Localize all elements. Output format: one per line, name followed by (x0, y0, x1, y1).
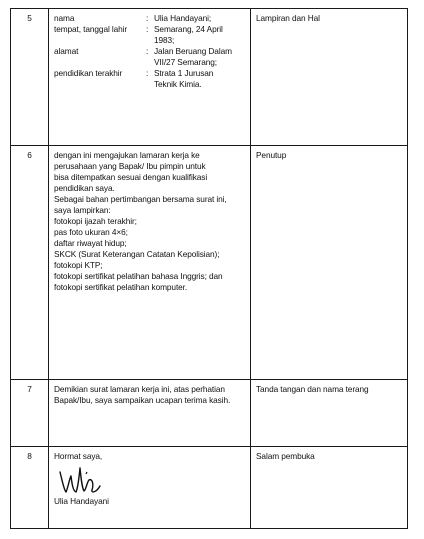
row-number: 6 (11, 146, 49, 380)
biodata-value-name: Ulia Handayani; (154, 13, 212, 23)
biodata-value-education: Strata 1 Jurusan Teknik Kimia. (154, 68, 214, 89)
closing-text-cell (49, 380, 251, 447)
section-note: Lampiran dan Hal (251, 9, 408, 146)
letter-structure-table (10, 8, 408, 529)
attachment-item: fotokopi sertifikat pelatihan komputer. (54, 282, 188, 292)
section-note: Penutup (251, 146, 408, 380)
biodata-label-birth: tempat, tanggal lahir (54, 24, 128, 34)
closing-greeting: Hormat saya, (54, 451, 103, 461)
row-number: 8 (11, 447, 49, 529)
body-text-cell (49, 146, 251, 380)
body-line: Demikian surat lamaran kerja ini, atas perhatian (54, 384, 225, 394)
row-number: 7 (11, 380, 49, 447)
section-note: Tanda tangan dan nama terang (251, 380, 408, 447)
attachment-item: pas foto ukuran 4×6; (54, 227, 128, 237)
biodata-value-address: Jalan Beruang Dalam VII/27 Semarang; (154, 46, 232, 67)
biodata-label-address: alamat (54, 46, 79, 56)
biodata-label-name: nama (54, 13, 75, 23)
biodata-label-education: pendidikan terakhir (54, 68, 123, 78)
table-row (11, 447, 408, 529)
attachment-item: fotokopi KTP; (54, 260, 103, 270)
body-line: pendidikan saya. (54, 183, 115, 193)
row-number: 5 (11, 9, 49, 146)
body-line: perusahaan yang Bapak/ Ibu pimpin untuk (54, 161, 206, 171)
attachment-item: fotokopi sertifikat pelatihan bahasa Inggris; dan (54, 271, 223, 281)
biodata-separator: : (146, 13, 149, 23)
handwritten-signature (56, 460, 106, 498)
body-line: bisa ditempatkan sesuai dengan kualifikasi (54, 172, 208, 182)
biodata-list (54, 13, 245, 90)
body-line: Bapak/Ibu, saya sampaikan ucapan terima kasih. (54, 395, 231, 405)
biodata-separator: : (146, 46, 149, 56)
biodata-separator: : (146, 68, 149, 78)
attachment-item: daftar riwayat hidup; (54, 238, 127, 248)
attachment-item: fotokopi ijazah terakhir; (54, 216, 137, 226)
section-note: Salam pembuka (251, 447, 408, 529)
signature-cell (49, 447, 251, 529)
biodata-value-birth: Semarang, 24 April 1983; (154, 24, 223, 45)
table-row (11, 146, 408, 380)
body-line: saya lampirkan: (54, 205, 111, 215)
attachment-item: SKCK (Surat Keterangan Catatan Kepolisian); (54, 249, 220, 259)
body-line: dengan ini mengajukan lamaran kerja ke (54, 150, 200, 160)
biodata-cell (49, 9, 251, 146)
body-line: Sebagai bahan pertimbangan bersama surat ini, (54, 194, 227, 204)
signer-name: Ulia Handayani (54, 496, 109, 506)
table-row (11, 380, 408, 447)
table-row (11, 9, 408, 146)
biodata-separator: : (146, 24, 149, 34)
